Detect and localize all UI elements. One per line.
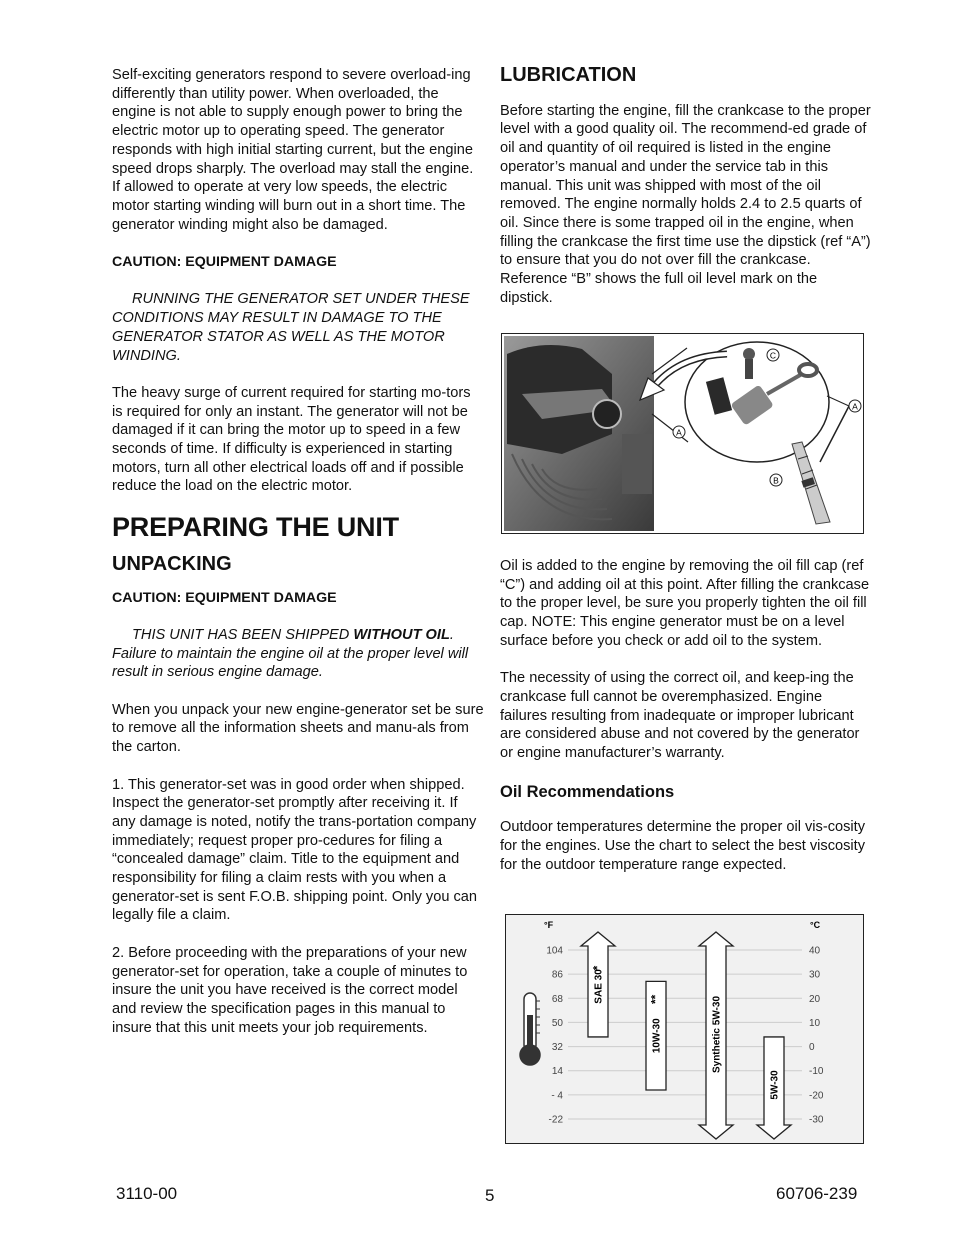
outdoor-temp-paragraph: Outdoor temperatures determine the proper oil vis-cosity for the engines. Use the chart to select the best viscosity for the outdoor temperature range expected. [500, 819, 866, 873]
step1-paragraph: 1. This generator-set was in good order when shipped. Inspect the generator-set promptly after receiving it. If any damage is noted, notify the trans-portation company immediately; request proper pro-cedures for filing a “concealed damage” claim. Title to the equipment and responsibility for filing a claim rests with you when a generator-set is sent F.O.B. shipping point. Only you can legally file a claim. [112, 776, 478, 924]
grade-footnote-mark: * [590, 965, 605, 971]
footer-doc-number: 3110-00 [116, 1184, 178, 1203]
tick-label-f: 50 [551, 1017, 563, 1029]
tick-label-f: 14 [551, 1066, 563, 1078]
tick-label-c: -30 [809, 1114, 824, 1126]
tick-label-f: 68 [551, 993, 563, 1005]
svg-text:A: A [852, 401, 858, 412]
lubrication-paragraph: Before starting the engine, fill the crankcase to the proper level with a good quality oil. The recommend-ed grade of oil and quantity of oil required is listed in the engine operator’s manual and under the service tab in this manual. This unit was shipped with most of the oil removed. The engine normally holds 2.4 to 2.5 quarts of oil. Since there is some trapped oil in the engine, when filling the crankcase the first time use the dipstick (ref “A”) to ensure that you do not over fill the crankcase. Reference “B” shows the full oil level mark on the dipstick. [500, 102, 871, 306]
caution2-pre: THIS UNIT HAS BEEN SHIPPED [132, 626, 354, 643]
label-c [767, 349, 779, 361]
svg-text:C: C [769, 350, 777, 361]
tick-label-f: - 4 [551, 1090, 563, 1102]
grade-label: Synthetic 5W-30 [711, 995, 723, 1074]
tick-label-f: -22 [548, 1114, 563, 1126]
engine-illustration [502, 334, 863, 533]
caution-title-2: CAUTION: EQUIPMENT DAMAGE [112, 589, 337, 606]
tick-label-f: 86 [551, 969, 563, 981]
grade-label: 10W-30 [651, 1018, 663, 1054]
surge-paragraph: The heavy surge of current required for starting mo-tors is required for only an instant. The generator will not be damaged if it can bring the motor up to speed in a few seconds of time. If difficulty is experienced in starting motors, turn all other electrical loads off and if possible reduce the load on the electric motor. [112, 384, 471, 495]
tick-label-c: 0 [809, 1042, 815, 1054]
without-oil-emphasis: WITHOUT OIL [353, 626, 450, 643]
tick-label-f: 32 [551, 1042, 563, 1054]
right-column-lower [500, 557, 872, 875]
label-a-left [673, 426, 685, 438]
svg-text:A: A [676, 427, 682, 438]
grade-footnote-mark: ** [648, 994, 663, 1005]
oil-viscosity-chart [505, 914, 864, 1144]
caution2-post: . Failure to maintain the engine oil at the proper level will result in serious engine damage. [112, 626, 469, 681]
tick-label-c: 40 [809, 945, 821, 957]
tick-label-c: -10 [809, 1066, 824, 1078]
svg-text:B: B [773, 475, 779, 486]
oil-chart-svg [506, 915, 863, 1143]
caution-text-2 [112, 626, 484, 682]
left-column [112, 66, 484, 1037]
unit-celsius: °C [810, 920, 821, 930]
overload-paragraph: Self-exciting generators respond to severe overload-ing differently than utility power. When overloaded, the engine is not able to supply enough power to bring the electric motor up to operating speed. The generator responds with high initial starting current, but the engine speed drops sharply. The overload may stall the engine. If allowed to operate at very low speeds, the electric motor starting winding will burn out in a short time. The generator winding might also be damaged. [112, 67, 474, 233]
oil-fill-paragraph: Oil is added to the engine by removing the oil fill cap (ref “C”) and adding oil at this point. After filling the crankcase to the proper level, be sure you properly tighten the oil fill cap. NOTE: This engine generator must be on a level surface before you check or add oil to the system. [500, 558, 870, 649]
engine-oil-figure [501, 333, 864, 534]
subsection-title-unpacking: UNPACKING [112, 552, 232, 575]
necessity-paragraph: The necessity of using the correct oil, and keep-ing the crankcase full cannot be overemphasized. Engine failures resulting from inadequate or improper lubricant are considered abuse and not covered by the generator or engine manufacturer’s warranty. [500, 670, 860, 762]
section-title-preparing: PREPARING THE UNIT [112, 512, 399, 543]
label-b [770, 474, 782, 486]
footer-part-number: 60706-239 [776, 1184, 858, 1203]
right-column [500, 66, 872, 307]
grade-label: 5W-30 [769, 1070, 781, 1100]
subsection-title-lubrication: LUBRICATION [500, 64, 637, 86]
page-number: 5 [485, 1186, 495, 1205]
unpack-paragraph: When you unpack your new engine-generator set be sure to remove all the information sheets and manu-als from the carton. [112, 701, 484, 756]
step2-paragraph: 2. Before proceeding with the preparations of your new generator-set for operation, take a couple of minutes to insure the unit you have received is the correct model and review the specification pages in this manual to insure that this unit meets your job requirements. [112, 944, 468, 1036]
tick-label-f: 104 [546, 945, 563, 957]
grade-label: SAE 30 [593, 969, 605, 1004]
unit-fahrenheit: °F [544, 920, 554, 930]
oil-recommendations-heading: Oil Recommendations [500, 782, 675, 801]
tick-label-c: 30 [809, 969, 821, 981]
label-a-right [849, 400, 861, 412]
caution-text: RUNNING THE GENERATOR SET UNDER THESE CONDITIONS MAY RESULT IN DAMAGE TO THE GENERATOR STATOR AS WELL AS THE MOTOR WINDING. [112, 291, 470, 364]
tick-label-c: 10 [809, 1017, 821, 1029]
tick-label-c: 20 [809, 993, 821, 1005]
tick-label-c: -20 [809, 1090, 824, 1102]
caution-title: CAUTION: EQUIPMENT DAMAGE [112, 254, 337, 271]
